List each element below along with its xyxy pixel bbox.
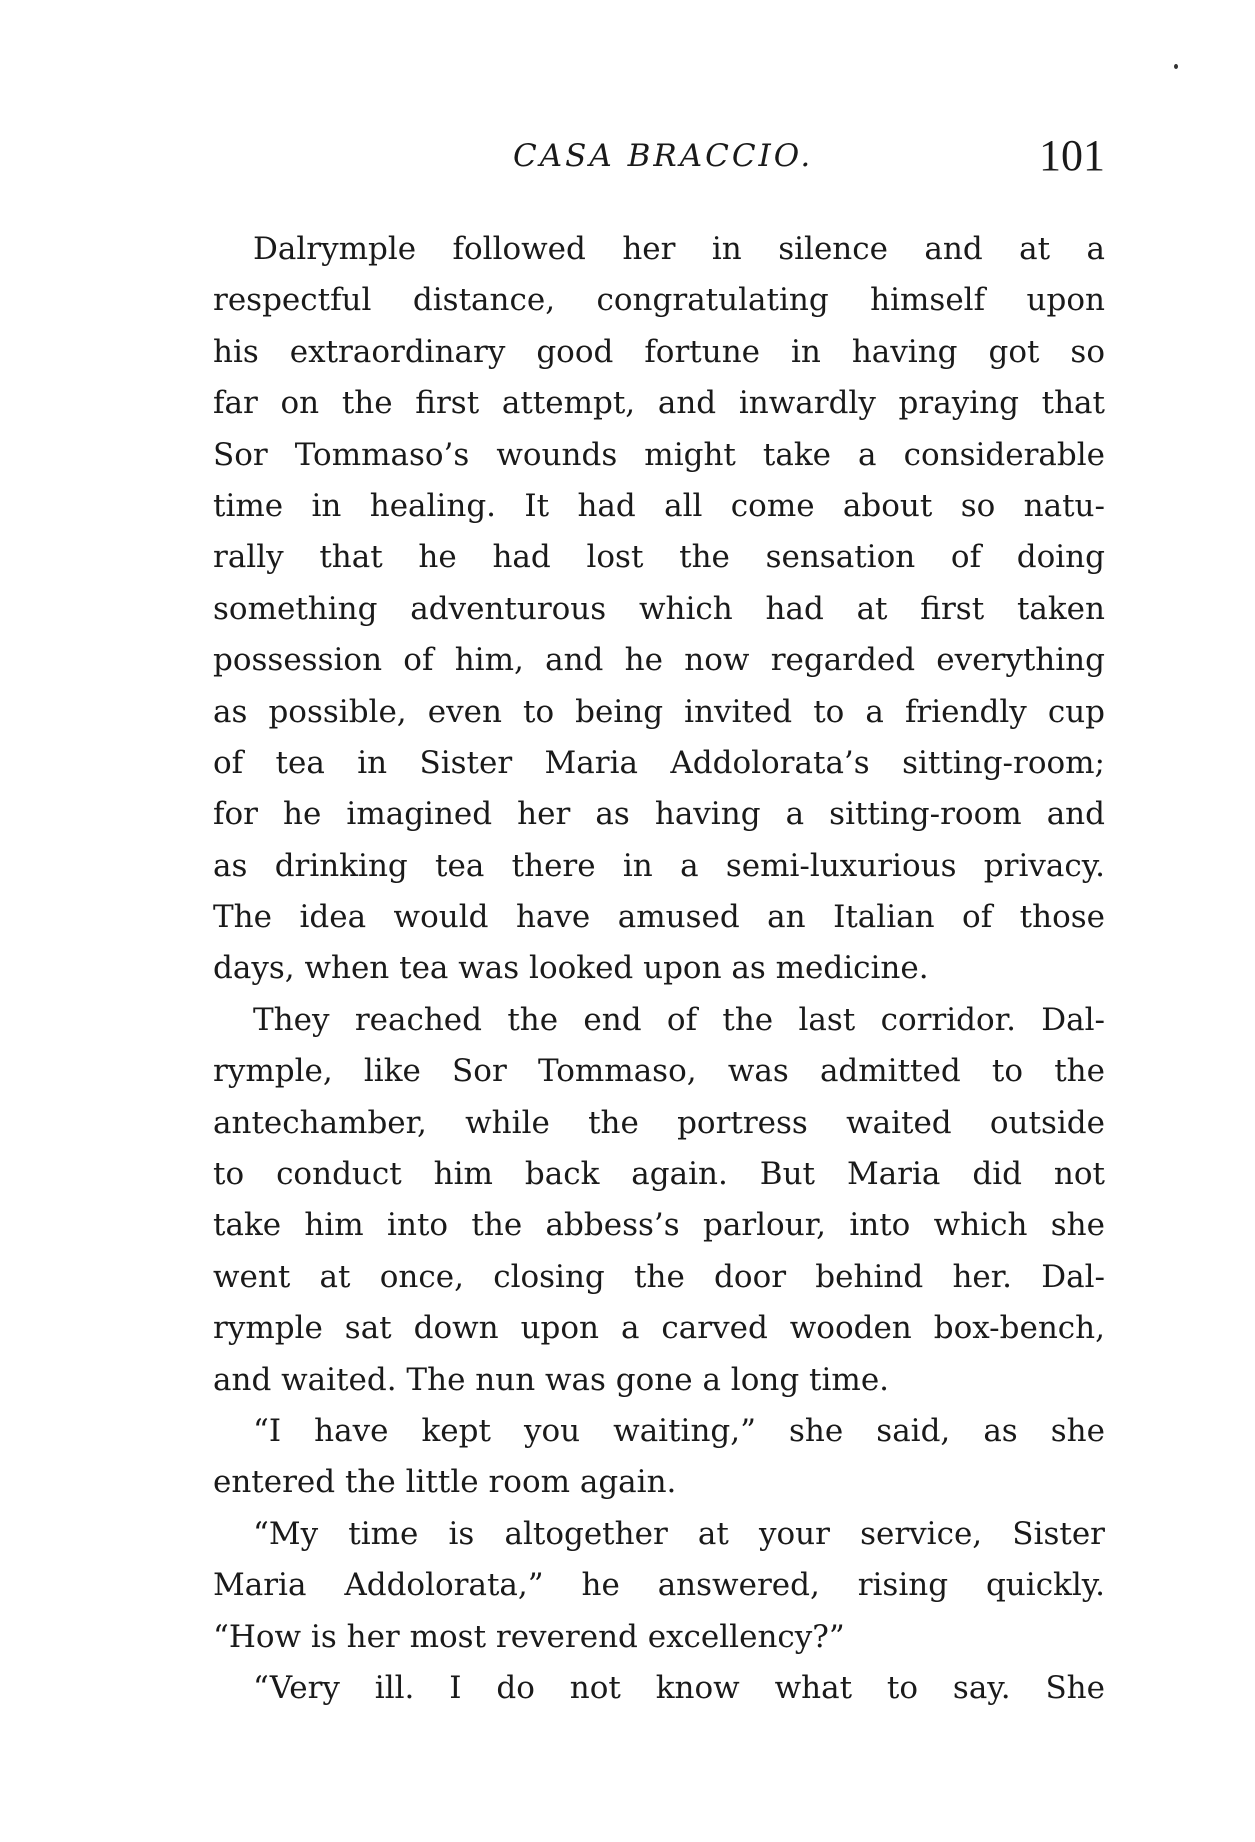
text-line: respectful distance, congratulating himself upon <box>213 282 1105 319</box>
text-line: rally that he had lost the sensation of doing <box>213 539 1105 576</box>
text-line: to conduct him back again. But Maria did not <box>213 1156 1105 1193</box>
text-line: “How is her most reverend excellency?” <box>213 1618 845 1655</box>
text-line: “My time is altogether at your service, Sister <box>253 1515 1105 1552</box>
text-line: take him into the abbess’s parlour, into which she <box>213 1207 1105 1244</box>
running-title: CASA BRACCIO. <box>513 138 814 174</box>
text-line: possession of him, and he now regarded everything <box>213 642 1105 679</box>
print-speck <box>1174 64 1178 69</box>
text-line: for he imagined her as having a sitting-room and <box>213 796 1105 833</box>
text-line: Maria Addolorata,” he answered, rising quickly. <box>213 1567 1105 1604</box>
text-line: antechamber, while the portress waited outside <box>213 1104 1105 1141</box>
page-header <box>213 131 1105 198</box>
text-line: They reached the end of the last corridor. Dal- <box>253 1001 1105 1038</box>
text-line: far on the first attempt, and inwardly praying that <box>213 385 1105 422</box>
text-line: days, when tea was looked upon as medicine. <box>213 950 929 987</box>
text-line: Sor Tommaso’s wounds might take a considerable <box>213 436 1105 473</box>
text-line: his extraordinary good fortune in having got so <box>213 333 1105 370</box>
text-line: rymple sat down upon a carved wooden box-bench, <box>213 1310 1105 1347</box>
text-line: time in healing. It had all come about so natu- <box>213 487 1105 524</box>
text-line: something adventurous which had at first taken <box>213 590 1105 627</box>
text-line: “Very ill. I do not know what to say. She <box>253 1669 1105 1706</box>
text-line: of tea in Sister Maria Addolorata’s sitting-room; <box>213 744 1105 781</box>
text-line: The idea would have amused an Italian of those <box>213 899 1105 936</box>
text-line: as drinking tea there in a semi-luxurious privacy. <box>213 847 1105 884</box>
text-line: Dalrymple followed her in silence and at a <box>253 231 1105 267</box>
text-line: rymple, like Sor Tommaso, was admitted to the <box>213 1053 1105 1090</box>
text-line: as possible, even to being invited to a friendly cup <box>213 693 1105 730</box>
text-line: and waited. The nun was gone a long time. <box>213 1361 890 1398</box>
text-line: entered the little room again. <box>213 1464 677 1501</box>
text-line: “I have kept you waiting,” she said, as she <box>253 1412 1105 1449</box>
page-number: 101 <box>1039 131 1105 180</box>
text-line: went at once, closing the door behind her. Dal- <box>213 1258 1105 1295</box>
body-text <box>213 224 1105 1714</box>
